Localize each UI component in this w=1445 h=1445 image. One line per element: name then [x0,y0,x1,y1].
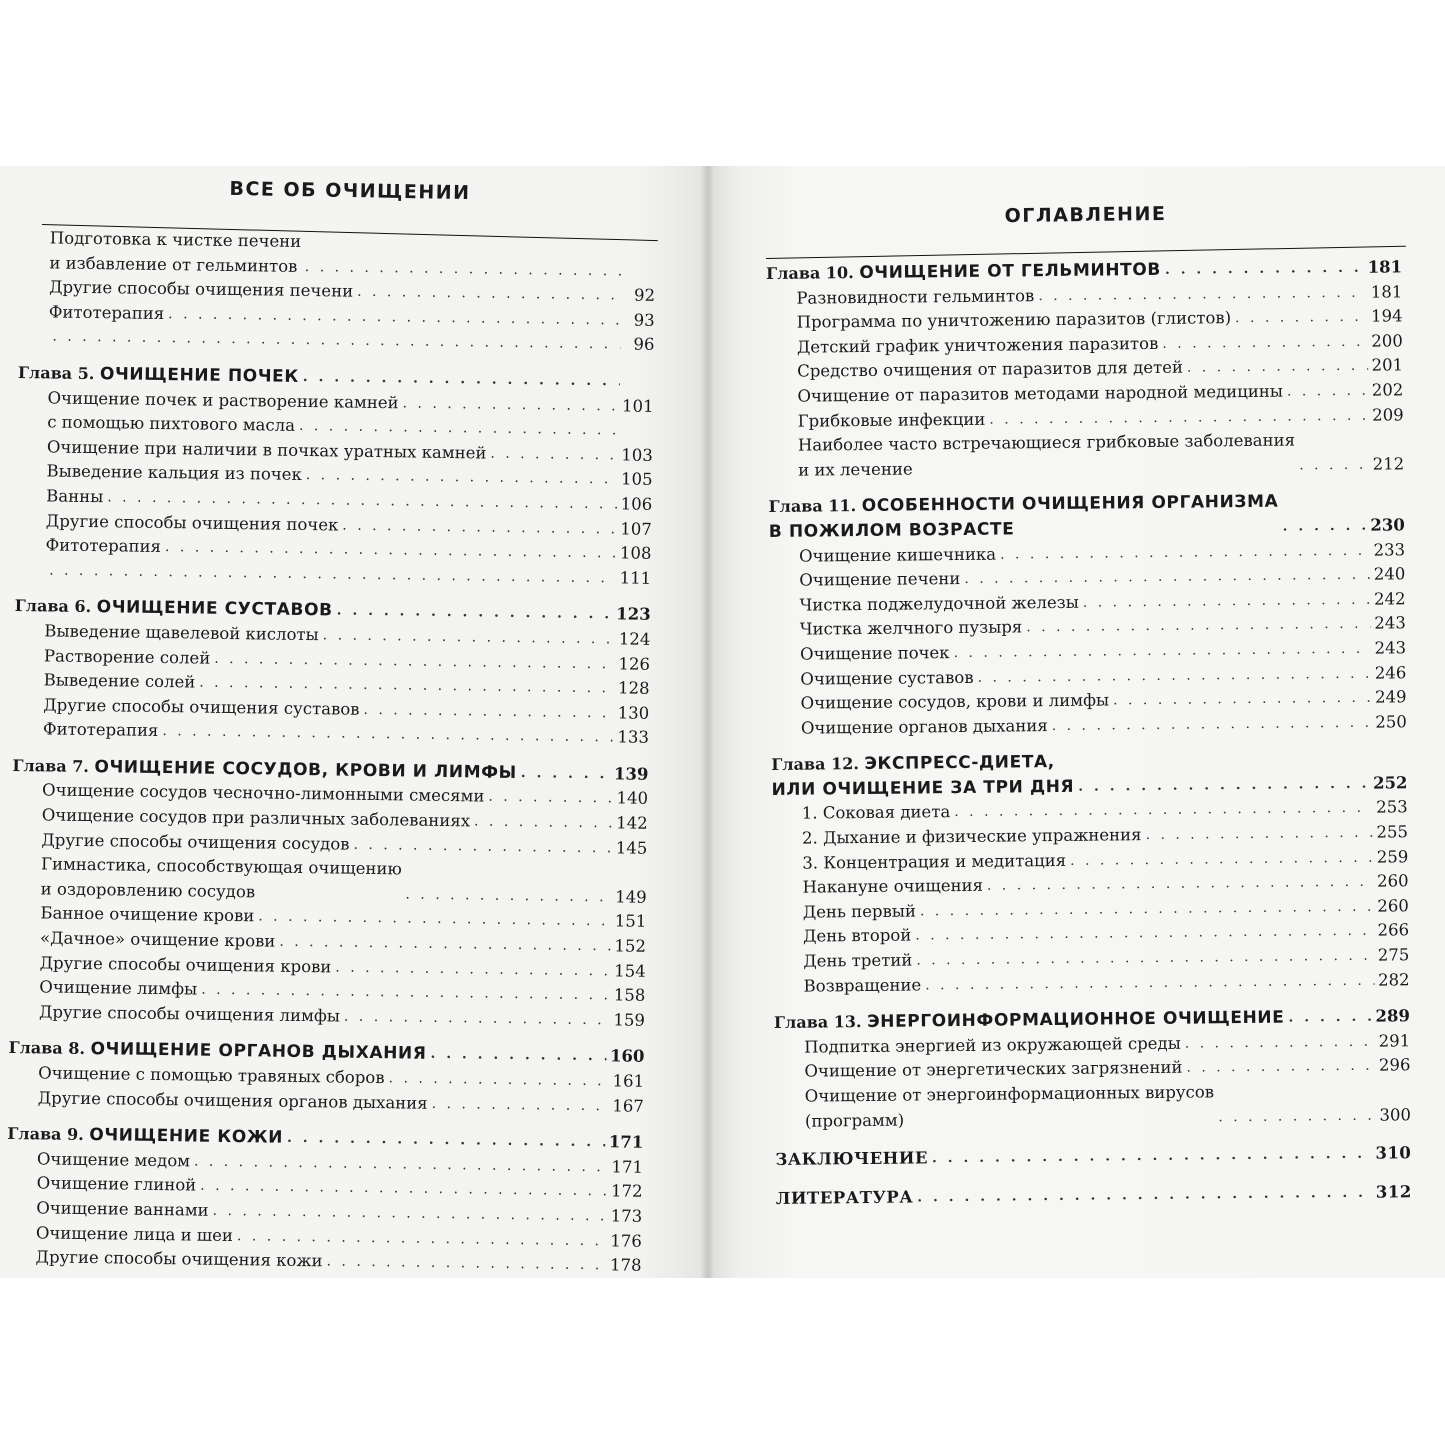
dot-leader [342,513,616,541]
left-page-header: ВСЕ ОБ ОЧИЩЕНИИ [229,177,471,205]
page-number: 300 [1379,1104,1412,1125]
page-number: 106 [620,494,653,514]
chapter-number: Глава 9. [7,1124,84,1145]
toc-entry [773,968,1409,999]
page-number: 296 [1378,1055,1411,1076]
dot-leader [1186,1054,1375,1081]
toc-entry-title: Очищение лица и шеи [35,1222,234,1245]
chapter-number: Глава 8. [8,1038,86,1059]
dot-leader [1165,256,1364,283]
toc-entry-title: Разновидности гельминтов [796,285,1035,308]
chapter-title: ОСОБЕННОСТИ ОЧИЩЕНИЯ ОРГАНИЗМА В ПОЖИЛОМ ВОЗРАСТЕ [768,491,1279,542]
right-page [708,166,1445,1278]
toc-entry-title: Другие способы очищения органов дыхания [37,1087,428,1113]
toc-entry [768,427,1404,483]
page-number: 149 [615,887,647,907]
toc-entry-title: Очищение печени [799,569,961,590]
toc-entry-title: Другие способы очищения крови [39,952,332,977]
dot-leader [1052,710,1372,738]
toc-entry-title: Фитотерапия [48,302,165,323]
toc-entry-title: День второй [802,925,912,947]
toc-entry-title: Другие способы очищения кожи [35,1247,323,1271]
page-number: 140 [616,788,649,809]
dot-leader [932,1142,1372,1171]
toc-entry-title: Очищение от паразитов методами народной медицины [797,381,1284,406]
page-number: 181 [1370,281,1403,302]
toc-entry-title: 3. Концентрация и медитация [802,850,1067,873]
toc-entry-title: Грибковые инфекции [797,409,986,431]
dot-leader [1145,821,1372,848]
page-number: 202 [1371,380,1404,400]
page-number: 108 [619,543,652,563]
page-number: 154 [614,960,646,981]
toc-entry-title: Подготовка к чистке печени и избавление от гельминтов [49,228,302,276]
dot-leader [388,1066,608,1094]
dot-leader [917,1180,1372,1209]
toc-entry-title: Очищение сосудов при различных заболеваниях [41,805,471,831]
toc-entry-title: Очищение от энергоинформационных вирусов (программ) [804,1082,1215,1131]
toc-entry-title: Подпитка энергией из окружающей среды [804,1033,1181,1057]
page-number: 173 [610,1206,643,1226]
page-number: 250 [1375,712,1407,732]
chapter-title: ОЧИЩЕНИЕ ОРГАНОВ ДЫХАНИЯ [90,1039,427,1065]
page-number: 124 [618,629,651,649]
toc-entry-title: 2. Дыхание и физические упражнения [801,825,1142,848]
dot-leader [162,719,613,750]
toc-entry-title: Очищение при наличии в почках уратных камней [46,437,487,463]
dot-leader [431,1091,608,1118]
page-number: 275 [1377,945,1410,965]
toc-entry-title: Фитотерапия [45,535,162,557]
dot-leader [490,441,617,467]
dot-leader [344,1004,610,1032]
page-number: 130 [617,703,650,723]
toc-chapter-entry [768,489,1404,545]
chapter-title: ОЧИЩЕНИЕ СУСТАВОВ [96,597,333,621]
page-number: 282 [1377,969,1410,990]
page-number: 160 [609,1046,645,1067]
book-spread [0,166,1445,1278]
dot-leader [430,1042,606,1069]
toc-entry-title [768,490,1278,545]
toc-entry-title: с помощью пихтового масла [47,412,296,436]
dot-leader [335,955,610,983]
dot-leader [1218,1103,1375,1129]
toc-entry-title: Растворение солей [43,645,211,668]
page-number: 178 [609,1255,642,1275]
toc-entry [771,710,1407,741]
page-number: 291 [1378,1031,1411,1051]
page-number: 171 [611,1157,644,1177]
dot-leader [357,280,621,308]
toc-entry-title: Очищение медом [36,1149,191,1171]
dot-leader [1235,305,1367,331]
page-number: 139 [613,764,649,784]
toc-entry-title: Очищение суставов [800,667,974,689]
toc-entry-title: ЛИТЕРАТУРА [775,1187,914,1208]
toc-entry-title: Очищение глиной [36,1173,197,1195]
page-number: 103 [621,445,653,465]
chapter-title: ОЧИЩЕНИЕ ПОЧЕК [99,364,299,387]
page-number: 312 [1375,1182,1412,1202]
dot-leader [521,761,610,787]
toc-entry-title: Другие способы очищения печени [49,277,354,301]
toc-entry-title [7,1122,283,1150]
toc-chapter-entry [771,747,1407,803]
toc-entry-title: Выведение щавелевой кислоты [44,621,319,645]
page-number: 159 [613,1010,646,1030]
dot-leader [405,882,611,909]
dot-leader [989,403,1368,432]
toc-entry-title: Банное очищение крови [40,903,255,926]
page-number: 201 [1371,355,1404,376]
toc-entry-title: Очищение с помощью травяных сборов [38,1063,385,1088]
dot-leader [1038,280,1367,308]
toc-entry-title: Фитотерапия [42,719,159,741]
dot-leader [1083,587,1370,615]
page-number: 194 [1371,306,1403,326]
page-number: 243 [1374,613,1406,633]
page-number: 126 [618,653,651,674]
dot-leader [1078,772,1369,800]
toc-entry-title: Очищение от энергетических загрязнений [804,1058,1183,1082]
dot-leader [925,968,1374,997]
page-number: 266 [1377,920,1410,941]
book-gutter [700,166,714,1278]
toc-entry-title: Выведение солей [43,670,196,692]
chapter-title: ОЧИЩЕНИЕ КОЖИ [89,1125,284,1148]
page-number: 252 [1372,773,1408,793]
dot-leader [1282,514,1366,539]
toc-entry-title: Очищение почек и растворение камней [47,387,399,412]
dot-leader [1299,452,1369,477]
dot-leader [1113,686,1371,713]
toc-entry-title: День первый [802,901,917,922]
page-number: 142 [616,813,648,833]
toc-entry-title: Другие способы очищения суставов [43,695,360,719]
page-number: 171 [608,1132,644,1152]
page-number: 246 [1374,662,1407,683]
chapter-title: ОЧИЩЕНИЕ ОТ ГЕЛЬМИНТОВ [859,259,1162,284]
toc-entry-title: Чистка желчного пузыря [799,617,1023,639]
dot-leader [353,832,612,860]
page-number: 233 [1373,539,1406,560]
page-number: 260 [1376,871,1409,891]
page-number: 128 [617,678,650,698]
toc-entry-title: Наиболее часто встречающиеся грибковые заболевания и их лечение [797,430,1296,480]
page-number: 240 [1373,564,1406,584]
toc-entry-title: Другие способы очищения почек [45,510,339,535]
toc-entry-title: Другие способы очищения сосудов [41,830,350,854]
page-number: 93 [633,310,655,330]
dot-leader [363,698,614,726]
toc-entry-title: «Дачное» очищение крови [39,928,276,951]
chapter-number: Глава 13. [773,1012,862,1033]
page-number: 152 [614,936,647,956]
toc-entry-title: Очищение кишечника [798,544,997,566]
page-number: 209 [1372,404,1404,425]
page-number: 181 [1367,257,1403,277]
page-number: 200 [1371,331,1403,351]
toc-entry-title: Чистка поджелудочной железы [799,592,1079,615]
right-toc [766,255,1412,1211]
toc-entry-title: Очищение почек [800,643,950,664]
chapter-number: Глава 12. [771,754,859,775]
page-number: 92 [633,285,656,306]
page-number: 310 [1375,1143,1412,1163]
page-number: 158 [613,985,646,1006]
dot-leader [1026,612,1370,640]
toc-entry-title: Средство очищения от паразитов для детей [797,358,1184,382]
toc-entry-title: Гимнастика, способствующая очищению и оздоровлению сосудов [40,854,402,902]
chapter-title: ЭНЕРГОИНФОРМАЦИОННОЕ ОЧИЩЕНИЕ [867,1007,1285,1033]
left-page [0,166,708,1278]
toc-section-entry [776,1180,1412,1211]
toc-entry-title: Выведение кальция из почек [46,461,302,485]
page-number: 123 [616,604,651,625]
page-number: 259 [1376,846,1409,867]
page-number: 107 [620,518,652,539]
chapter-number: Глава 6. [14,596,92,617]
toc-section-entry [775,1141,1411,1172]
dot-leader [402,391,618,419]
left-toc [5,226,656,1279]
toc-entry-title: Очищение ваннами [36,1198,209,1220]
page-number: 151 [614,911,647,932]
dot-leader [1162,329,1367,356]
chapter-title: ОЧИЩЕНИЕ СОСУДОВ, КРОВИ И ЛИМФЫ [94,756,517,783]
toc-entry-title [771,750,1074,802]
dot-leader [1287,379,1368,404]
page-number: 111 [619,568,652,588]
toc-entry-title: Накануне очищения [802,876,984,897]
toc-entry-title: ЗАКЛЮЧЕНИЕ [775,1148,929,1170]
toc-entry-title: Очищение сосудов чесночно-лимонными смесями [41,780,485,807]
dot-leader [488,785,613,811]
page-number: 145 [615,838,648,858]
page-number: 172 [610,1181,643,1202]
dot-leader [336,599,612,627]
page-number: 96 [633,334,655,355]
page-number: 167 [612,1095,644,1116]
page-number: 249 [1374,687,1407,707]
chapter-number: Глава 7. [12,755,90,776]
toc-entry-title: Очищение лимфы [39,977,198,999]
toc-entry-title: Ванны [46,486,104,507]
toc-entry-title: 1. Соковая диета [801,802,951,824]
toc-entry [19,226,656,284]
dot-leader [1070,845,1373,873]
page-number: 230 [1370,515,1405,535]
page-number: 212 [1372,454,1405,474]
right-page-header: ОГЛАВЛЕНИЕ [1004,202,1167,228]
page-number: 253 [1376,797,1408,818]
chapter-number: Глава 11. [768,496,857,517]
dot-leader [1187,354,1368,380]
page-number: 101 [621,395,654,416]
dot-leader [474,809,612,836]
page-number: 176 [610,1230,643,1251]
dot-leader [1185,1029,1375,1056]
chapter-number: Глава 10. [766,263,854,283]
page-number: 242 [1373,589,1406,609]
chapter-number: Глава 5. [17,362,95,384]
page-number: 289 [1375,1006,1411,1026]
toc-entry-title: Другие способы очищения лимфы [38,1002,341,1026]
page-number: 243 [1374,638,1407,658]
page-number: 255 [1376,822,1409,842]
toc-entry-title: Очищение сосудов, крови и лимфы [800,690,1110,713]
toc-entry-title: Очищение органов дыхания [800,715,1048,738]
dot-leader [326,1250,606,1278]
page-number: 133 [617,727,650,748]
dot-leader [1288,1005,1371,1030]
toc-entry-title: Детский график уничтожения паразитов [796,333,1159,357]
page-number: 260 [1377,896,1409,916]
toc-entry-title: Возвращение [803,975,922,996]
page-number: 161 [612,1071,645,1091]
toc-entry [775,1078,1411,1134]
page-number: 105 [620,469,653,490]
toc-entry-title: День третий [803,950,913,971]
chapter-title: ЭКСПРЕСС-ДИЕТА, ИЛИ ОЧИЩЕНИЕ ЗА ТРИ ДНЯ [771,752,1075,800]
toc-entry [11,852,648,910]
toc-entry-title: Программа по уничтожению паразитов (глистов) [796,308,1232,332]
